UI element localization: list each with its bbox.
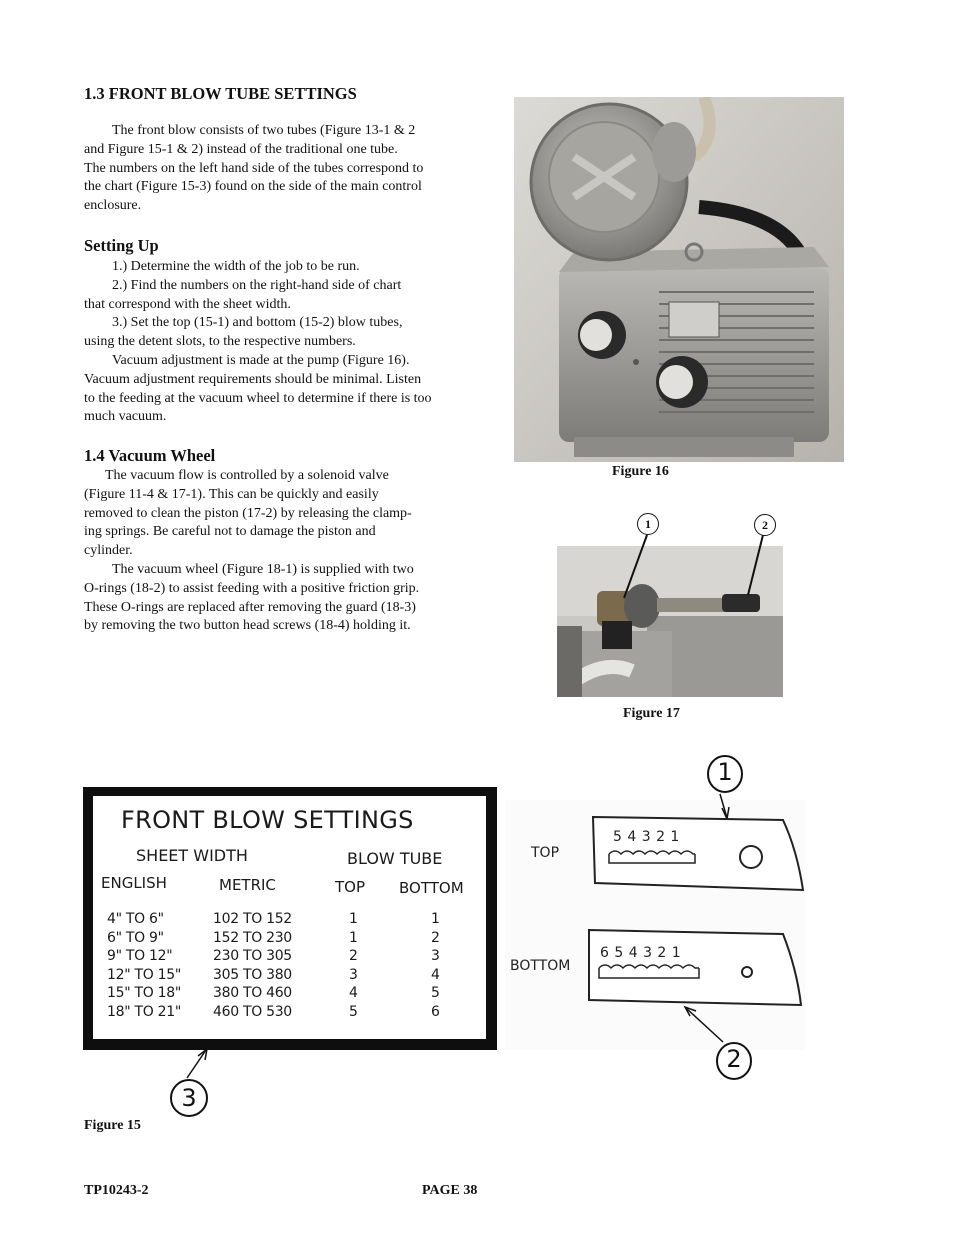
text-line: These O-rings are replaced after removing the guard (18-3)	[84, 599, 416, 615]
settings-english-cell: 4" TO 6"	[107, 911, 164, 927]
bottom-header: BOTTOM	[399, 879, 464, 897]
english-header: ENGLISH	[101, 874, 167, 892]
text-line: to the feeding at the vacuum wheel to determine if there is too	[84, 390, 432, 406]
settings-bottom-cell: 4	[431, 966, 440, 983]
vacuum-pump-photo	[514, 97, 844, 462]
setting-up-heading: Setting Up	[84, 236, 159, 255]
settings-row	[107, 984, 471, 1003]
vacuum-wheel-paragraph	[84, 467, 474, 636]
text-line: 2.) Find the numbers on the right-hand side of chart	[112, 277, 402, 293]
settings-metric-cell: 460 TO 530	[213, 1003, 292, 1020]
text-line: and Figure 15-1 & 2) instead of the traditional one tube.	[84, 141, 398, 157]
settings-metric-cell: 380 TO 460	[213, 985, 292, 1001]
chart-panel	[93, 796, 486, 1039]
settings-english-cell: 12" TO 15"	[107, 966, 181, 983]
text-line: Vacuum adjustment requirements should be minimal. Listen	[84, 371, 422, 387]
settings-table	[107, 910, 471, 1021]
footer-page-number: PAGE 38	[422, 1183, 478, 1198]
chart-title: FRONT BLOW SETTINGS	[121, 806, 414, 834]
text-line: that correspond with the sheet width.	[84, 296, 291, 312]
settings-top-cell: 4	[349, 985, 358, 1001]
bottom-tube-numbers: 6 5 4 3 2 1	[600, 945, 682, 961]
text-line: ing springs. Be careful not to damage the piston and	[84, 524, 376, 540]
settings-bottom-cell: 5	[431, 985, 440, 1001]
top-header: TOP	[335, 878, 366, 896]
settings-bottom-cell: 6	[431, 1003, 440, 1020]
text-line: O-rings (18-2) to assist feeding with a positive friction grip.	[84, 580, 420, 596]
settings-metric-cell: 152 TO 230	[213, 929, 292, 946]
settings-english-cell: 15" TO 18"	[107, 985, 181, 1001]
text-line: by removing the two button head screws (18-4) holding it.	[84, 618, 411, 634]
text-line: The vacuum flow is controlled by a solenoid valve	[105, 468, 389, 483]
sheet-width-header: SHEET WIDTH	[136, 846, 248, 865]
section-heading-1-4: 1.4 Vacuum Wheel	[84, 446, 216, 465]
settings-english-cell: 9" TO 12"	[107, 948, 173, 964]
text-line: Vacuum adjustment is made at the pump (Figure 16).	[112, 352, 410, 368]
blow-tube-header: BLOW TUBE	[347, 849, 443, 868]
settings-top-cell: 1	[349, 911, 358, 927]
settings-bottom-cell: 1	[431, 911, 440, 927]
settings-bottom-cell: 2	[431, 929, 440, 946]
callout-17-1: 1	[637, 513, 659, 535]
front-blow-paragraph	[84, 122, 474, 216]
settings-english-cell: 18" TO 21"	[107, 1003, 181, 1020]
settings-top-cell: 2	[349, 948, 358, 964]
front-blow-settings-chart	[83, 787, 497, 1050]
settings-row	[107, 929, 471, 948]
text-line: The numbers on the left hand side of the tubes correspond to	[84, 160, 424, 176]
callout-15-1-number: 1	[717, 758, 733, 786]
text-line: 1.) Determine the width of the job to be run.	[112, 259, 360, 274]
settings-metric-cell: 305 TO 380	[213, 966, 292, 983]
top-tube-outline	[593, 817, 803, 890]
settings-row	[107, 966, 471, 985]
figure-16-caption: Figure 16	[612, 464, 669, 479]
figure-17-caption: Figure 17	[623, 706, 680, 721]
text-line: much vacuum.	[84, 409, 167, 425]
text-line: cylinder.	[84, 543, 133, 559]
bottom-tube-label: BOTTOM	[510, 958, 571, 974]
blow-tube-diagram	[505, 750, 815, 1090]
top-tube-label: TOP	[531, 845, 560, 861]
text-line: using the detent slots, to the respective numbers.	[84, 334, 356, 350]
settings-row	[107, 910, 471, 929]
settings-metric-cell: 102 TO 152	[213, 911, 292, 927]
vacuum-pump-illustration	[514, 97, 844, 462]
text-line: The vacuum wheel (Figure 18-1) is supplied with two	[112, 561, 414, 577]
figure-15-caption: Figure 15	[84, 1118, 141, 1133]
metric-header: METRIC	[219, 876, 276, 894]
text-line: The front blow consists of two tubes (Figure 13-1 & 2	[112, 123, 416, 138]
settings-bottom-cell: 3	[431, 948, 440, 964]
settings-metric-cell: 230 TO 305	[213, 948, 292, 964]
footer-doc-id: TP10243-2	[84, 1183, 149, 1198]
setting-up-steps	[84, 258, 474, 427]
settings-row	[107, 947, 471, 966]
text-line: removed to clean the piston (17-2) by releasing the clamp-	[84, 505, 412, 521]
settings-english-cell: 6" TO 9"	[107, 929, 164, 946]
settings-top-cell: 1	[349, 929, 358, 946]
settings-row	[107, 1003, 471, 1022]
text-line: (Figure 11-4 & 17-1). This can be quickly and easily	[84, 486, 379, 502]
callout-15-2-number: 2	[726, 1045, 742, 1073]
section-heading-1-3: 1.3 FRONT BLOW TUBE SETTINGS	[84, 84, 357, 103]
top-tube-numbers: 5 4 3 2 1	[613, 829, 680, 845]
text-line: enclosure.	[84, 198, 142, 214]
callout-17-2: 2	[754, 514, 776, 536]
settings-top-cell: 3	[349, 966, 358, 983]
callout-15-3-number: 3	[181, 1084, 197, 1112]
text-line: 3.) Set the top (15-1) and bottom (15-2) blow tubes,	[112, 315, 403, 331]
text-line: the chart (Figure 15-3) found on the side of the main control	[84, 179, 422, 195]
settings-top-cell: 5	[349, 1003, 358, 1020]
